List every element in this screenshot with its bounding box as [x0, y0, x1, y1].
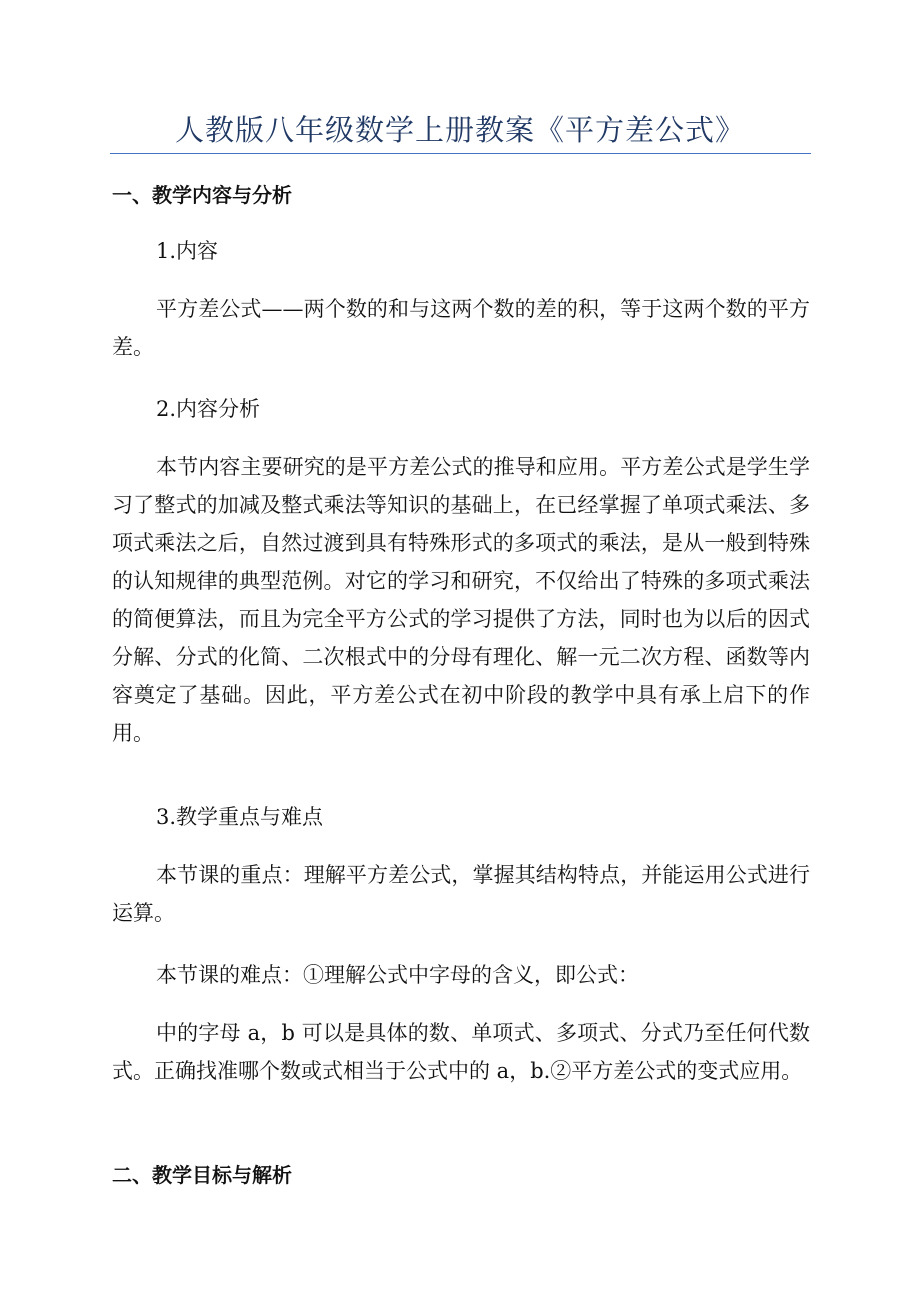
- paragraph: 平方差公式——两个数的和与这两个数的差的积，等于这两个数的平方差。: [112, 297, 810, 359]
- document-title: 人教版八年级数学上册教案《平方差公式》: [174, 113, 745, 147]
- paragraph: 中的字母 a，b 可以是具体的数、单项式、多项式、分式乃至任何代数式。正确找准哪个数或式相当于公式中的 a，b.②平方差公式的变式应用。: [112, 1021, 810, 1083]
- paragraph: 本节内容主要研究的是平方差公式的推导和应用。平方差公式是学生学习了整式的加减及整式乘法等知识的基础上，在已经掌握了单项式乘法、多项式乘法之后，自然过渡到具有特殊形式的多项式的乘法，是从一般到特殊的认知规律的典型范例。对它的学习和研究，不仅给出了特殊的多项式乘法的简便算法，而且为完全平方公式的学习提供了方法，同时也为以后的因式分解、分式的化简、二次根式中的分母有理化、解一元二次方程、函数等内容奠定了基础。因此，平方差公式在初中阶段的教学中具有承上启下的作用。: [112, 455, 810, 745]
- subsection-heading: 2.内容分析: [156, 397, 261, 421]
- paragraph: 本节课的难点：①理解公式中字母的含义，即公式：: [156, 963, 639, 987]
- subsection-heading: 3.教学重点与难点: [156, 805, 324, 829]
- subsection-heading: 1.内容: [156, 239, 219, 263]
- section-heading: 二、教学目标与解析: [112, 1163, 292, 1187]
- section-heading: 一、教学内容与分析: [112, 183, 292, 207]
- title-underline: [110, 153, 811, 154]
- paragraph: 本节课的重点：理解平方差公式，掌握其结构特点，并能运用公式进行运算。: [112, 863, 810, 925]
